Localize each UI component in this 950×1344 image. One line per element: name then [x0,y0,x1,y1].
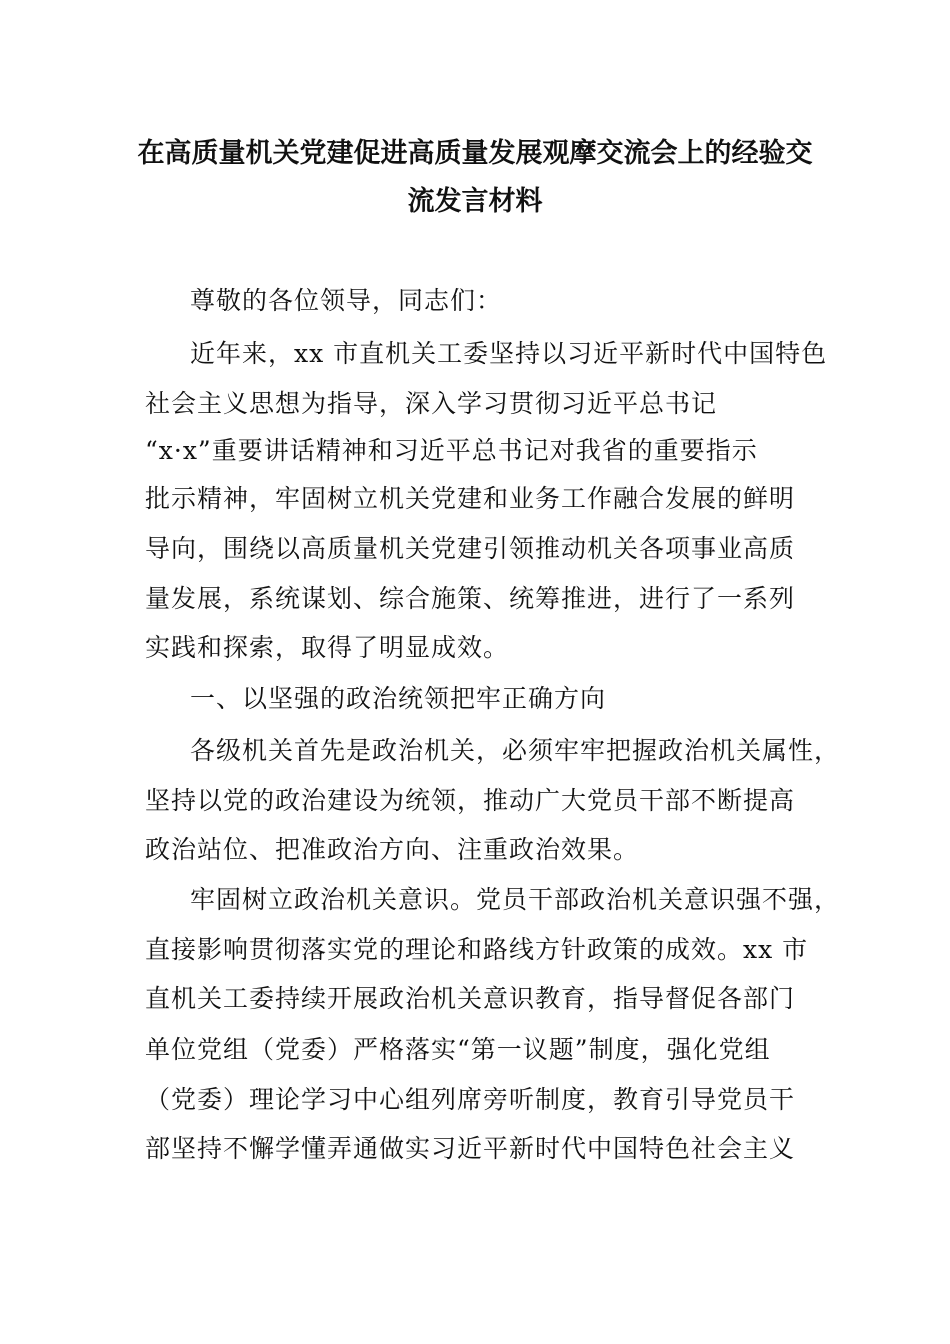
paragraph-line: 政治站位、把准政治方向、注重政治效果。 [145,835,640,864]
salutation: 尊敬的各位领导，同志们： [190,286,503,315]
paragraph-line: 直接影响贯彻落实党的理论和路线方针政策的成效。xx 市 [145,935,809,964]
paragraph-line: 坚持以党的政治建设为统领，推动广大党员干部不断提高 [145,786,796,815]
paragraph-line: “x·x”重要讲话精神和习近平总书记对我省的重要指示 [145,436,758,465]
document-title-line-1: 在高质量机关党建促进高质量发展观摩交流会上的经验交 [137,138,813,169]
paragraph-line: 实践和探索，取得了明显成效。 [145,633,510,662]
paragraph-line: 批示精神，牢固树立机关党建和业务工作融合发展的鲜明 [145,484,796,513]
paragraph-line: 导向，围绕以高质量机关党建引领推动机关各项事业高质 [145,534,796,563]
section-heading: 一、以坚强的政治统领把牢正确方向 [190,684,607,713]
paragraph-line: 部坚持不懈学懂弄通做实习近平新时代中国特色社会主义 [145,1134,796,1163]
paragraph-line: 直机关工委持续开展政治机关意识教育，指导督促各部门 [145,984,796,1013]
paragraph-line: 各级机关首先是政治机关，必须牢牢把握政治机关属性， [190,736,841,765]
paragraph-line: 近年来，xx 市直机关工委坚持以习近平新时代中国特色 [190,339,828,368]
paragraph-line: 牢固树立政治机关意识。党员干部政治机关意识强不强， [190,885,841,914]
paragraph-line: （党委）理论学习中心组列席旁听制度，教育引导党员干 [145,1085,796,1114]
paragraph-line: 社会主义思想为指导，深入学习贯彻习近平总书记 [145,389,718,418]
document-title-line-2: 流发言材料 [407,186,543,217]
paragraph-line: 量发展，系统谋划、综合施策、统筹推进，进行了一系列 [145,584,796,613]
paragraph-line: 单位党组（党委）严格落实“第一议题”制度，强化党组 [145,1035,771,1064]
